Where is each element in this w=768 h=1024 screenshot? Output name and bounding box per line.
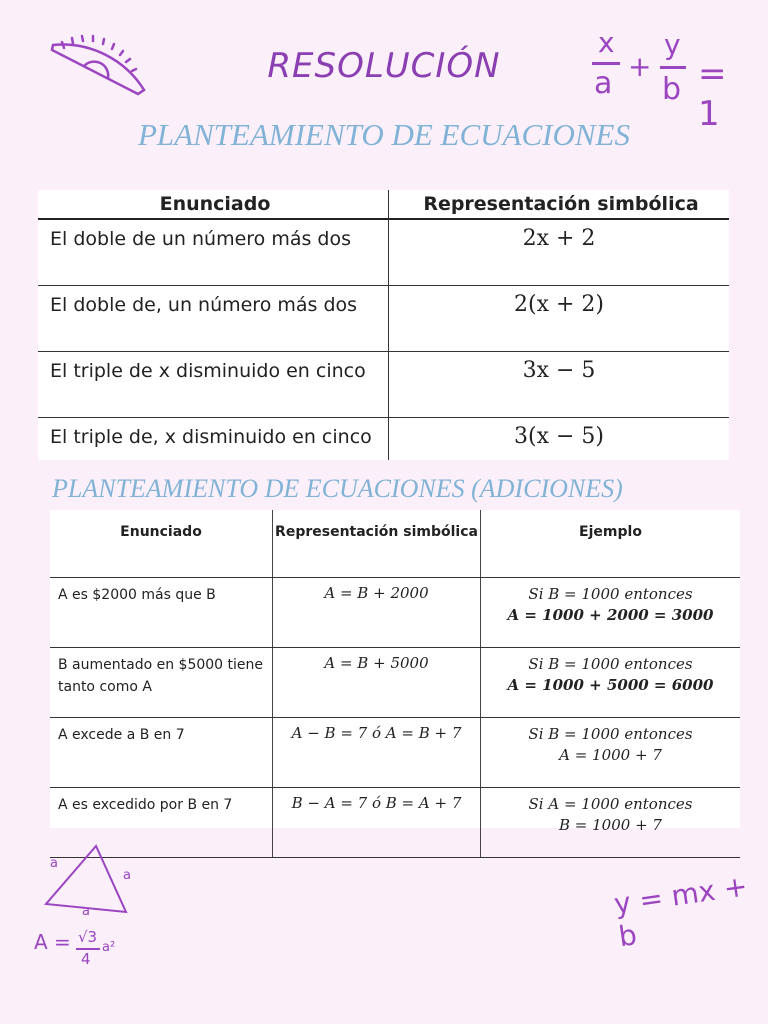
expression-cell: 2x + 2 [389, 219, 730, 286]
triangle-side-right-label: a [123, 868, 131, 883]
statement-cell: A es $2000 más que B [50, 578, 273, 648]
table-row [38, 352, 729, 418]
table-header-row [50, 510, 740, 578]
triangle-side-left-label: a [50, 856, 58, 871]
example-cell [481, 578, 741, 648]
formula-a: a [594, 66, 613, 101]
table-row [38, 219, 729, 286]
table-row [50, 648, 740, 718]
line-formula: y = mx + b [612, 869, 750, 954]
example-line-1: Si A = 1000 entonces [528, 795, 693, 813]
page-title: RESOLUCIÓN [267, 46, 501, 86]
example-line-1: Si B = 1000 entonces [528, 585, 693, 603]
header-enunciado: Enunciado [38, 190, 389, 219]
formula-plus: + [628, 50, 652, 83]
example-line-2: A = 1000 + 2000 = 3000 [507, 606, 714, 624]
expression-cell: 3(x − 5) [389, 418, 730, 461]
table-row [38, 418, 729, 461]
example-line-2: A = 1000 + 7 [559, 746, 662, 764]
area-formula-lhs: A = [34, 930, 71, 954]
area-formula-den: 4 [81, 950, 91, 968]
triangle-side-bottom-label: a [82, 904, 90, 919]
representation-cell: A − B = 7 ó A = B + 7 [273, 718, 481, 788]
statement-cell: A excede a B en 7 [50, 718, 273, 788]
example-line-2: B = 1000 + 7 [559, 816, 662, 834]
representation-cell: A = B + 5000 [273, 648, 481, 718]
formula-y: y [664, 28, 681, 61]
area-formula-num: √3 [78, 928, 98, 946]
statement-cell: El doble de un número más dos [38, 219, 389, 286]
formula-b: b [662, 72, 682, 107]
statement-cell: A es excedido por B en 7 [50, 788, 273, 858]
formula-eq: = 1 [698, 54, 727, 134]
example-line-2: A = 1000 + 5000 = 6000 [507, 676, 714, 694]
statement-cell: El triple de x disminuido en cinco [38, 352, 389, 418]
table-row [38, 286, 729, 352]
statement-cell: B aumentado en $5000 tiene tanto como A [50, 648, 273, 718]
header-representacion: Representación simbólica [389, 190, 730, 219]
section-title-equations: PLANTEAMIENTO DE ECUACIONES [138, 117, 630, 152]
expression-cell: 3x − 5 [389, 352, 730, 418]
area-formula [34, 928, 134, 978]
example-line-1: Si B = 1000 entonces [528, 655, 693, 673]
table-row [50, 718, 740, 788]
formula-x: x [598, 26, 615, 59]
table-row [50, 788, 740, 858]
example-line-1: Si B = 1000 entonces [528, 725, 693, 743]
section-title-additions: PLANTEAMIENTO DE ECUACIONES (ADICIONES) [52, 474, 623, 503]
statement-cell: El doble de, un número más dos [38, 286, 389, 352]
area-formula-rhs: a² [102, 940, 116, 955]
example-cell [481, 788, 741, 858]
table-header-row [38, 190, 729, 219]
example-cell [481, 648, 741, 718]
representation-cell: A = B + 2000 [273, 578, 481, 648]
example-cell [481, 718, 741, 788]
representation-cell: B − A = 7 ó B = A + 7 [273, 788, 481, 858]
header-ejemplo: Ejemplo [481, 510, 741, 578]
statement-cell: El triple de, x disminuido en cinco [38, 418, 389, 461]
equations-table [38, 190, 729, 460]
expression-cell: 2(x + 2) [389, 286, 730, 352]
header-representacion: Representación simbólica [273, 510, 481, 578]
additions-table [50, 510, 740, 834]
table-row [50, 578, 740, 648]
header-enunciado: Enunciado [50, 510, 273, 578]
